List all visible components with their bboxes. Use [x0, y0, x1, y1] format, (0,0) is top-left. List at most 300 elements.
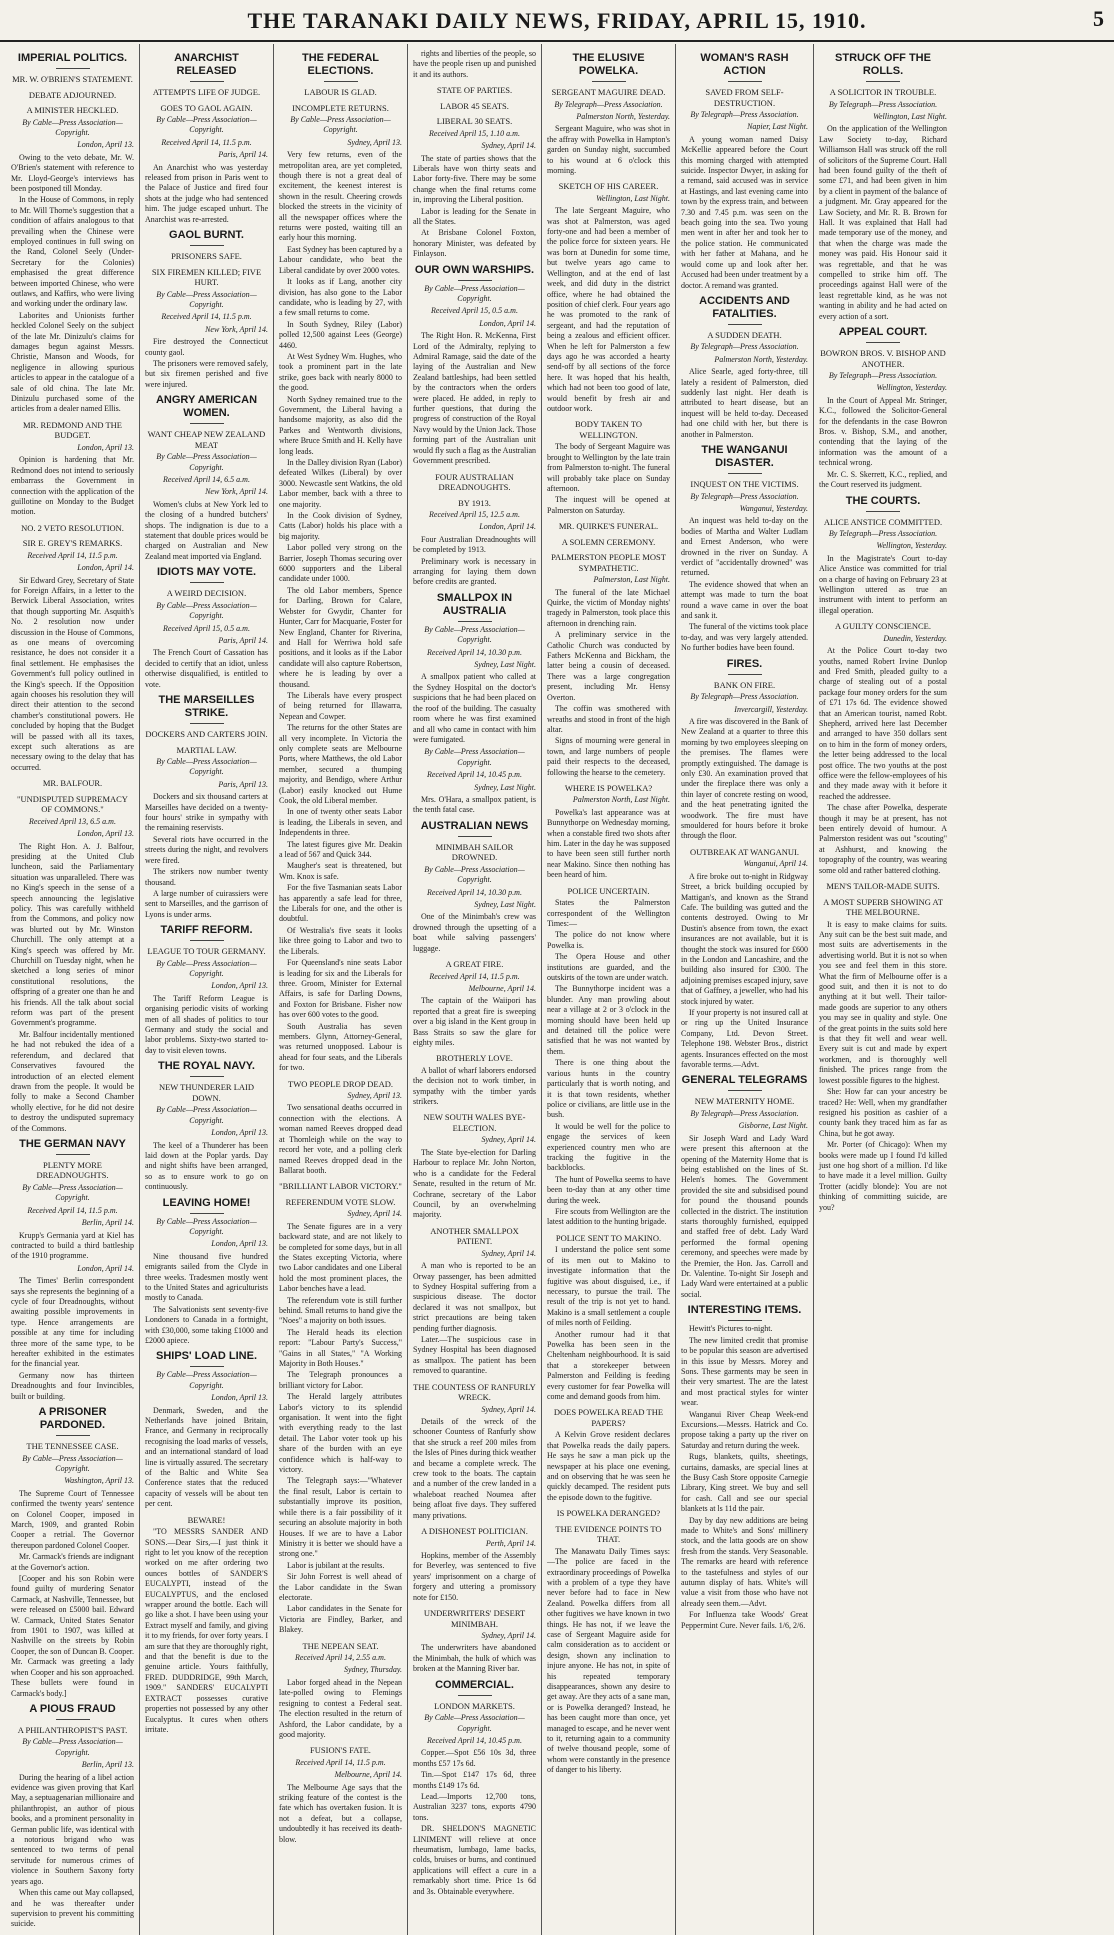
paragraph: An Anarchist who was yesterday released from prison in Paris went to the Palace of Justice and fired four shots at the judge who had sentenced him. The judge escaped unhurt. The Anarchist was re-arrested.	[145, 162, 268, 224]
dateline: Sydney, April 14.	[481, 1631, 536, 1640]
paragraph: Sir Edward Grey, Secretary of State for Foreign Affairs, in a letter to the Berwick Liberal Association, writes that though supporting Mr. Asquith's No. 2 resolution now under discussion in the House of Commons, as one means of overcoming resistance, he does not consider it a final settlement. He emphasises the Government's full policy outlined in the King's speech. If the Opposition again chooses his resolution they will direct their attention to the second chamber's constitutional powers. He concluded by hoping that the Budget will be passed with all its taxes, except such alterations as are necessary owing to the delay that has occurred.	[11, 575, 134, 772]
paragraph: The State bye-election for Darling Harbour to replace Mr. John Norton, who is a candidate for the Federal Senate, resulted in the return of Mr. Cochrane, secretary of the Labor Council, by an overwhelming majority.	[413, 1147, 536, 1220]
subheading: INCOMPLETE RETURNS.	[292, 102, 389, 113]
byline: By Telegraph—Press Association.	[690, 110, 799, 119]
subheading: POLICE SENT TO MAKINO.	[555, 1232, 662, 1243]
byline: By Cable—Press Association—Copyright.	[156, 452, 257, 472]
paragraph: Several riots have occurred in the streets during the night, and revolvers were fired.	[145, 834, 268, 865]
byline: Received April 13, 6.5 a.m.	[29, 816, 116, 826]
paragraph: The coffin was smothered with wreaths and stood in front of the high altar.	[547, 704, 670, 734]
paragraph: The hunt of Powelka seems to have been to-day than at any other time during the week.	[547, 1174, 670, 1205]
paragraph: The inquest will be opened at Palmerston on Saturday.	[547, 495, 670, 515]
paragraph: One of the Minimbah's crew was drowned through the upsetting of a boat while salving passengers' luggage.	[413, 912, 536, 953]
paragraph: Mr. Carmack's friends are indignant at the Governor's action.	[11, 1552, 134, 1572]
article-headline: LEAVING HOME!	[162, 1196, 251, 1209]
dateline: Paris, April 14.	[218, 150, 268, 160]
subheading: DEBATE ADJOURNED.	[28, 89, 117, 100]
dateline: London, April 14.	[479, 522, 536, 532]
rule	[458, 836, 492, 837]
dateline: Palmerston, Last Night.	[593, 575, 670, 585]
byline: Received April 14, 11.5 p.m.	[27, 550, 118, 560]
paragraph: The Senate figures are in a very backward state, and are not likely to be completed for some days, but in all the States excepting Victoria, where two Labor candidates and one Liberal hold the most prominent places, the Labor benches have a lead.	[279, 1221, 402, 1294]
byline: By Cable—Press Association—Copyright.	[290, 115, 391, 135]
dateline: London, April 14.	[479, 318, 536, 328]
article-headline: GENERAL TELEGRAMS	[681, 1074, 808, 1087]
paragraph: The captain of the Waiipori has reported that a great fire is sweeping over a big island in the Kent group in Bass Straits so saw the glare for eighty miles.	[413, 996, 536, 1047]
paragraph: Lead.—Imports 12,700 tons, Australian 3237 tons, exports 4790 tons.	[413, 1791, 536, 1822]
subheading: BY 1913.	[458, 497, 491, 508]
subheading: A SOLICITOR IN TROUBLE.	[829, 87, 937, 97]
dateline: Sydney, Last Night.	[474, 782, 536, 792]
subheading: DOCKERS AND CARTERS JOIN.	[145, 729, 268, 740]
column-5	[542, 44, 676, 1935]
paragraph: Fire scouts from Wellington are the latest addition to the hunting brigade.	[547, 1206, 670, 1227]
subheading: "BRILLIANT LABOR VICTORY."	[279, 1181, 402, 1192]
paragraph: The Bunnythorpe incident was a blunder. Any man prowling about near a village at 2 or 3 o'clock in the morning should have been held up and detained till the police were satisfied that he was not wanted by them.	[547, 984, 670, 1056]
dateline: Invercargill, Yesterday.	[734, 704, 808, 714]
paragraph: Owing to the veto debate, Mr. W. O'Brien's statement with reference to Mr. Lloyd-George's interviews has been postponed till Monday.	[11, 152, 134, 193]
rule	[592, 81, 626, 82]
byline: By Cable—Press Association—Copyright.	[156, 289, 257, 309]
article-headline: AUSTRALIAN NEWS	[420, 819, 529, 832]
paragraph: Denmark, Sweden, and the Netherlands have joined Britain, France, and Germany in reciprocally recognising the load marks of vessels, and an international standard of load line is virtually assured. The secretary of the Baltic and White Sea Conference states that the reduced capacity of vessels will be about ten per cent.	[145, 1405, 268, 1509]
paragraph: The police do not know where Powelka is.	[547, 930, 670, 950]
paragraph: The body of Sergeant Maguire was brought to Wellington by the late train from Palmerston to-night. The funeral will probably take place on Sunday afternoon.	[547, 442, 670, 493]
byline: Received April 14, 10.45 p.m.	[427, 1735, 522, 1745]
rule	[728, 1090, 762, 1091]
subheading: MR. QUIRKE'S FUNERAL.	[558, 521, 659, 532]
subheading: MR. BALFOUR.	[42, 778, 103, 789]
article-headline: THE FEDERAL ELECTIONS.	[302, 52, 379, 77]
rule	[56, 1435, 90, 1436]
dateline: Paris, April 13.	[218, 779, 268, 789]
dateline: Wanganui, April 14.	[743, 859, 808, 869]
paragraph: Sir John Forrest is well ahead of the Labor candidate in the Swan electorate.	[279, 1572, 402, 1602]
paragraph: Day by day new additions are being made to White's and Sons' millinery stock, and the latta goods are on show fresh from the stands. Very Seasonable. The remarks are heard with reference to the tastefulness and styles of our autumn display of hats. White's will value a visit from those who have not already seen them.—Advt.	[681, 1515, 808, 1608]
paragraph: Opinion is hardening that Mr. Redmond does not intend to seriously embarrass the Government in connection with the application of the guillotine on Monday to the Budget motion.	[11, 455, 134, 517]
dateline: Berlin, April 14.	[81, 1218, 134, 1228]
paragraph: The referendum vote is still further behind. Small returns to hand give the "Noes" a majority on both issues.	[279, 1295, 402, 1326]
paragraph: Two sensational deaths occurred in connection with the elections. A woman named Reeves dropped dead at Thornleigh while on the way to record her vote, and a polling clerk named Reeves dropped dead in the Ballarat booth.	[279, 1103, 402, 1175]
paragraph: Mr. C. S. Skerrett, K.C., replied, and the Court reserved its judgment.	[819, 469, 947, 490]
subheading: NEW MATERNITY HOME.	[694, 1096, 795, 1107]
byline: By Telegraph—Press Association.	[554, 99, 663, 109]
subheading: BEWARE!	[187, 1514, 226, 1525]
article-headline: GAOL BURNT.	[169, 229, 244, 242]
subheading: STATE OF PARTIES.	[436, 85, 513, 96]
subheading: SKETCH OF HIS CAREER.	[558, 181, 659, 192]
subheading: A WEIRD DECISION.	[166, 588, 247, 599]
byline: By Telegraph—Press Association.	[690, 491, 799, 501]
byline: Received April 14, 11.5 p.m.	[295, 1757, 386, 1767]
paragraph: Signs of mourning were general in town, and large numbers of people paid their respects to the deceased, following the hearse to the cemetery.	[547, 736, 670, 777]
dateline: London, April 13.	[211, 1393, 268, 1403]
byline: Received April 14, 11.5 p.m.	[429, 971, 520, 981]
dateline: Sydney, April 14.	[481, 1135, 536, 1145]
rule	[324, 81, 358, 82]
paragraph: Hopkins, member of the Assembly for Beverley, was sentenced to five years' imprisonment on a charge of forgery and uttering a promissory note for £150.	[413, 1550, 536, 1602]
dateline: London, April 13.	[77, 140, 134, 150]
byline: By Cable—Press Association—Copyright.	[22, 117, 123, 137]
paragraph: Later.—The suspicious case in Sydney Hospital has been diagnosed as smallpox. The patient has been removed to quarantine.	[413, 1334, 536, 1376]
paragraph: During the hearing of a libel action evidence was given proving that Karl May, a septuagenarian millionaire and philanthropist, an author of pious books, and a prominent personality in German public life, was identical with a notorious brigand who was sentenced to two terms of penal servitude for numerous crimes of violence in Southern Saxony forty years ago.	[11, 1772, 134, 1886]
subheading: OUTBREAK AT WANGANUI.	[689, 846, 799, 857]
paragraph: States the Palmerston correspondent of the Wellington Times:—	[547, 898, 670, 928]
byline: By Telegraph—Press Association.	[828, 371, 938, 381]
article-headline: SMALLPOX IN AUSTRALIA	[436, 591, 513, 617]
rule	[190, 81, 224, 82]
rule	[56, 68, 90, 69]
paragraph: The funeral of the late Michael Quirke, the victim of Monday nights' tragedy in Palmerston, took place this afternoon in drenching rain.	[547, 587, 670, 628]
subheading: BODY TAKEN TO WELLINGTON.	[574, 419, 642, 440]
masthead	[0, 0, 1114, 42]
paragraph: Laborites and Unionists further heckled Colonel Seely on the subject of the late Mr. Dinizulu's claims for damages begun against Messrs. Christie, Manson and Woods, for negligence in allowing spurious articles to appear in the catalogue of a sale of old china. The late Mr. Dinizulu purchased some of the articles from a dealer named Ellis.	[11, 310, 134, 414]
rule	[458, 621, 492, 622]
rule	[190, 940, 224, 941]
dateline: Sydney, April 14.	[481, 1404, 536, 1414]
paragraph: Labor is leading for the Senate in all the States.	[413, 206, 536, 226]
paragraph: In the Dalley division Ryan (Labor) defeated Wilkes (Liberal) by over 3000. Newcastle sent Watkins, the old Labor member, back with a three to one majority.	[279, 458, 402, 509]
column-4	[408, 44, 542, 1935]
rule	[728, 473, 762, 474]
byline: By Cable—Press Association—Copyright.	[156, 757, 257, 777]
paragraph: At West Sydney Wm. Hughes, who took a prominent part in the late strike, goes back with nearly 8000 to the good.	[279, 351, 402, 393]
masthead-title: THE TARANAKI DAILY NEWS, FRIDAY, APRIL 15, 1910.	[247, 8, 867, 33]
dateline: Sydney, April 13.	[347, 137, 402, 147]
paragraph: Details of the wreck of the schooner Countess of Ranfurly show that she struck a reef 200 miles from the Isles of Pines during thick weather and became a complete wreck. The crew took to the boats. The captain and a number of the crew landed in a whaleboat reached Noumea after being afloat five days. They suffered many privations.	[413, 1417, 536, 1520]
subheading: BROTHERLY LOVE.	[436, 1053, 513, 1064]
paragraph: Another rumour had it that Powelka has been seen in the Cheltenham neighbourhood. It is said that a storekeeper between Palmerston and Feilding is feeding every customer for fear Powelka will come and demand goods from him.	[547, 1329, 670, 1401]
subheading: DOES POWELKA READ THE PAPERS?	[553, 1407, 664, 1428]
paragraph: East Sydney has been captured by a Labour candidate, who beat the Liberal candidate by over 2000 votes.	[279, 244, 402, 275]
page-number: 5	[1093, 6, 1104, 31]
paragraph: Tin.—Spot £147 17s 6d, three months £149 17s 6d.	[413, 1770, 536, 1790]
subheading: A MINISTER HECKLED.	[26, 105, 119, 115]
paragraph: The Telegraph pronounces a brilliant victory for Labor.	[279, 1370, 402, 1390]
byline: By Cable—Press Association—Copyright.	[22, 1453, 123, 1473]
dateline: Wanganui, Yesterday.	[739, 503, 808, 513]
paragraph: Labor is jubilant at the results.	[287, 1560, 385, 1570]
article-headline: ACCIDENTS AND FATALITIES.	[699, 294, 790, 320]
dateline: London, April 14.	[77, 1263, 134, 1273]
paragraph: For Influenza take Woods' Great Peppermint Cure. Never fails. 1/6, 2/6.	[681, 1610, 808, 1630]
paragraph: Alice Searle, aged forty-three, till lately a resident of Palmerston, died suddenly last night. Her death is attributed to heart disease, but an inquest will be held to-day. Deceased had one child with her, but there is another in Palmerston.	[681, 367, 808, 439]
rule	[190, 723, 224, 724]
paragraph: The evidence showed that when an attempt was made to turn the boat round a wave came in over the boat and sank it.	[681, 579, 808, 621]
dateline: London, April 14.	[77, 563, 134, 573]
article-headline: IMPERIAL POLITICS.	[17, 52, 128, 64]
byline: By Telegraph—Press Association.	[690, 1108, 799, 1118]
paragraph: It is easy to make claims for suits. Any suit can be the best suit made, and most suits are advertisements in the advertising world. But it is not so when you see and feel them in this store. What the firm of Melbourne offer is a good suit, and then it is not to do anything at it but well. Their tailor-made goods are superior to any others you may see in quality and style. One of the great points in the suits sold here is that they fit well and wear well. Every suit is cut and made by expert workmen, and is thoroughly well finished. The prices range from the lowest possible figures to the highest.	[819, 919, 947, 1085]
article-headline: WOMAN'S RASH ACTION	[700, 52, 789, 77]
byline: By Cable—Press Association—Copyright.	[424, 283, 525, 303]
article-headline: STRUCK OFF THE ROLLS.	[835, 52, 931, 77]
subheading: REFERENDUM VOTE SLOW.	[285, 1196, 396, 1207]
byline: By Cable—Press Association—Copyright.	[156, 1370, 257, 1390]
dateline: Perth, April 14.	[485, 1538, 536, 1548]
paragraph: A large number of cuirassiers were sent to Marseilles, and the garrison of Lyons is under arms.	[145, 888, 268, 919]
subheading: MINIMBAH SAILOR DROWNED.	[435, 841, 514, 863]
paragraph: The latest figures give Mr. Deakin a lead of 567 and Quick 344.	[279, 839, 402, 860]
rule	[728, 674, 762, 675]
rule	[458, 1695, 492, 1696]
paragraph: "TO MESSRS SANDER AND SONS.—Dear Sirs,—I just think it right to let you know of the reception worked on me after ordering two ounces bottles of SANDER'S EUCALYPTI, instead of the EUCALYPTUS, and the enclosed wrapper around the bottle. Each will go like a shot. I have been using your Extract myself and family, and giving it to my friends, for over forty years. I am sure that they are thoroughly right, and that the benefit is due to the genuine article. Yours faithfully, FRED. DUDDRIDGE, 99th March, 1909." SANDERS' EUCALYPTI EXTRACT possesses curative properties not possessed by any other Eucalyptus. It cures when others irritate.	[145, 1527, 268, 1734]
dateline: Palmerston North, Yesterday.	[576, 111, 670, 121]
article-headline: THE GERMAN NAVY	[19, 1137, 126, 1150]
dateline: Dunedin, Yesterday.	[883, 633, 947, 643]
subheading: MR. W. O'BRIEN'S STATEMENT.	[12, 74, 133, 84]
paragraph: Labor candidates in the Senate for Victoria are Findley, Barker, and Blakey.	[279, 1604, 402, 1635]
subheading: THE TENNESSEE CASE.	[26, 1441, 119, 1452]
paragraph: In one of twenty other seats Labor is leading, the Liberals in seven, and Independents in three.	[279, 807, 402, 838]
paragraph: South Australia has seven members. Glynn, Attorney-General, was returned unopposed. Labour is ahead for four seats, and the Liberals for two.	[279, 1021, 402, 1073]
byline: Received April 14, 6.5 a.m.	[163, 475, 250, 485]
paragraph: The strikers now number twenty thousand.	[145, 867, 268, 887]
paragraph: Mr. Porter (of Chicago): When my books were made up I found I'd killed just one hog short of a million. I'd like to have made it a level million. Guilty Trotter (acidly blonde): You are not thinking of committing suicide, are you?	[819, 1140, 947, 1212]
dateline: London, April 13.	[211, 1128, 268, 1138]
paragraph: Labor forged ahead in the Nepean late-polled owing to Flemings resigning to contest a Federal seat. The election resulted in the return of Ashford, the Labor candidate, by a good majority.	[279, 1677, 402, 1739]
byline: By Telegraph—Press Association.	[828, 99, 938, 109]
dateline: Washington, April 13.	[64, 1476, 134, 1486]
dateline: Melbourne, April 14.	[334, 1770, 402, 1780]
rule	[190, 1076, 224, 1077]
paragraph: An inquest was held to-day on the bodies of Martha and Walter Ludlam and Ernest Anderson, who were drowned in the river on Sunday. A verdict of "accidentally drowned" was returned.	[681, 516, 808, 578]
paragraph: In South Sydney, Riley (Labor) polled 12,500 against Lees (George) 4460.	[279, 319, 402, 350]
dateline: Sydney, April 14.	[347, 1209, 402, 1219]
rule	[56, 1719, 90, 1720]
paragraph: In the Court of Appeal Mr. Stringer, K.C., followed the Solicitor-General for the defendants in the case Bowron Bros. v. Bishop, S.M., and another, contending that the laying of the information was the amount of a technical wrong.	[819, 395, 947, 468]
paragraph: The funeral of the victims took place to-day, and was very largely attended. No further bodies have been found.	[681, 622, 808, 653]
subheading: ALICE ANSTICE COMMITTED.	[823, 516, 943, 527]
byline: By Cable—Press Association—Copyright.	[22, 1737, 123, 1757]
paragraph: Hewitt's Pictures to-night.	[689, 1324, 773, 1334]
subheading: A SUDDEN DEATH.	[707, 329, 782, 340]
paragraph: In the Cook division of Sydney, Catts (Labor) holds his place with a big majority.	[279, 511, 402, 541]
dateline: Sydney, Last Night.	[474, 899, 536, 909]
paragraph: Germany now has thirteen Dreadnoughts and four Invincibles, built or building.	[11, 1370, 134, 1401]
byline: By Cable—Press Association—Copyright.	[156, 115, 257, 135]
subheading: ATTEMPTS LIFE OF JUDGE.	[152, 87, 261, 97]
paragraph: The Melbourne Age says that the striking feature of the contest is the fate which has overtaken fusion. It is not a defeat, but a collapse, undoubtedly it has received its death-blow.	[279, 1782, 402, 1844]
byline: Received April 15, 0.5 a.m.	[163, 623, 250, 633]
subheading: A SOLEMN CEREMONY.	[561, 536, 656, 547]
subheading: SIR E. GREY'S REMARKS.	[22, 538, 123, 549]
subheading: PRISONERS SAFE.	[171, 251, 242, 262]
subheading: THE NEPEAN SEAT.	[302, 1640, 379, 1651]
dateline: Gisborne, Last Night.	[738, 1121, 808, 1131]
subheading: PLENTY MORE DREADNOUGHTS.	[36, 1159, 109, 1181]
byline: By Cable—Press Association—Copyright.	[22, 1182, 123, 1203]
subheading: GOES TO GAOL AGAIN.	[160, 102, 253, 113]
subheading: BANK ON FIRE.	[713, 679, 776, 690]
paragraph: Preliminary work is necessary in arranging for laying them down before credits are granted.	[413, 556, 536, 587]
paragraph: The keel of a Thunderer has been laid down at the Poplar yards. Day and night shifts have been arranged, so as to ensure work to go on continuously.	[145, 1140, 268, 1192]
dateline: Sydney, Last Night.	[474, 660, 536, 670]
article-headline: APPEAL COURT.	[838, 326, 928, 339]
subheading: POLICE UNCERTAIN.	[567, 885, 650, 896]
rule	[728, 324, 762, 325]
dateline: Sydney, April 13.	[347, 1091, 402, 1101]
dateline: Melbourne, April 14.	[468, 983, 536, 993]
article-headline: TARIFF REFORM.	[160, 924, 253, 937]
article-headline: A PRISONER PARDONED.	[38, 1406, 107, 1432]
paragraph: The state of parties shows that the Liberals have won thirty seats and Labor forty-five. There may be some change when the final returns come in, improving the Liberal position.	[413, 153, 536, 205]
subheading: FUSION'S FATE.	[310, 1745, 371, 1756]
byline: Received April 14, 10.30 p.m.	[427, 647, 522, 657]
subheading: FOUR AUSTRALIAN DREADNOUGHTS.	[435, 471, 514, 492]
paragraph: The Right Hon. R. McKenna, First Lord of the Admiralty, replying to Admiral Ramage, said the date of the laying of the Australian and New Zealand battleships, had been settled by the contractors when the orders were placed. He added, in reply to further questions, that during the progress of construction of the Royal Navy would by the Union Jack. Those forming part of the Australian unit would fly such a flag as the Australian Government prescribed.	[413, 331, 536, 466]
subheading: WANT CHEAP NEW ZEALAND MEAT	[147, 429, 266, 450]
paragraph: The old Labor members, Spence for Darling, Brown for Calare, Webster for Gwydir, Chanter for Hunter, Carr for Macquarie, Foster for New England, Chanter for Riverina, and Hall for Werriwa hold safe positions, and it looks as if the Labor candidate will also capture Robertson, where he is leading by over a thousand.	[279, 585, 402, 689]
subheading: A GUILTY CONSCIENCE.	[835, 621, 931, 632]
paragraph: Rugs, blankets, quilts, sheetings, curtains, damasks, are special lines at the Busy Cash Store opposite Carnegie Library, King street. We buy and sell for cash. Call and see our special blankets at ls 11d the pair.	[681, 1452, 808, 1514]
rule	[866, 81, 900, 82]
subheading: SIX FIREMEN KILLED; FIVE HURT.	[151, 266, 262, 288]
subheading: SAVED FROM SELF-DESTRUCTION.	[705, 87, 784, 108]
rule	[458, 280, 492, 281]
paragraph: There is one thing about the various hunts in the country particularly that is worth noting, and it is that town residents, whether police or civilians, are little use in the bush.	[547, 1058, 670, 1120]
paragraph: Very few returns, even of the metropolitan area, are yet completed, though there is not a great deal of excitement, the keenest interest is shown in the result. Cheering crowds blocked the streets in the vicinity of all the newspaper offices where the returns were posted, waiting till an early hour this morning.	[279, 150, 402, 243]
article-headline: THE ELUSIVE POWELKA.	[572, 52, 645, 77]
article-headline: THE ROYAL NAVY.	[158, 1060, 255, 1073]
subheading: A MOST SUPERB SHOWING AT THE MELBOURNE.	[823, 896, 943, 918]
subheading: UNDERWRITERS' DESERT MINIMBAH.	[423, 1608, 526, 1629]
paragraph: It would be well for the police to engage the services of keen experienced country men who are tracking the fugitive in the backblocks.	[547, 1121, 670, 1173]
dateline: Palmerston North, Yesterday.	[714, 354, 808, 364]
byline: Received April 14, 10.30 p.m.	[427, 887, 522, 897]
article-headline: THE WANGANUI DISASTER.	[701, 444, 788, 470]
paragraph: The Right Hon. A. J. Balfour, presiding at the United Club luncheon, said the Parliamentary situation was unparalleled. There was no King's speech in the sense of a speech announcing the legislative policy. This was carefully withheld from the Commons, and policy now was blurted out by Mr. Winston Churchill. The only attempt at a King's speech was offered by Mr. Churchill on Tuesday night, when he sketched a long series of minor constitutional resolutions, the offspring of a greater one than he and his friends. All the talk about social reform was part of the present Government's programme.	[11, 841, 134, 1028]
subheading: MARTIAL LAW.	[176, 744, 237, 755]
column-1	[6, 44, 140, 1935]
paragraph: Maugher's seat is threatened, but Wm. Knox is safe.	[279, 861, 402, 881]
byline: Received April 15, 0.5 a.m.	[431, 306, 518, 316]
dateline: Sydney, April 14.	[481, 1248, 536, 1258]
paragraph: The Supreme Court of Tennessee confirmed the twenty years' sentence on Colonel Cooper, imposed in March, 1909, and granted Robin Cooper a retrial. The Governor thereupon pardoned Colonel Cooper.	[11, 1488, 134, 1550]
byline: Received April 14, 11.5 p.m.	[27, 1205, 118, 1215]
paragraph: The returns for the other States are all very incomplete. In Victoria the only complete seats are Melbourne Ports, where Matthews, the old Labor member, secured a thumping majority, and Bendigo, where Arthur (Labor) easily knocked out Hume Cook, the old Liberal member.	[279, 723, 402, 805]
subheading: LEAGUE TO TOUR GERMANY.	[147, 946, 266, 957]
paragraph: Mr. Balfour incidentally mentioned he had not rebuked the idea of a referendum, and declared that Conservatives favoured the introduction of an elected element drawn from the people. It would be folly to make a Second Chamber wholly elective, for he did not desire to destroy the undisputed supremacy of the Commons.	[11, 1029, 134, 1133]
byline: By Telegraph—Press Association.	[690, 692, 799, 702]
dateline: Wellington, Last Night.	[596, 193, 670, 203]
paragraph: The Herald largely attributes Labor's victory to its splendid organisation. It went into the fight with everything ready to the last detail. The Labor voter took up his share of the burden with an eye confidence which is half-way to victory.	[279, 1392, 402, 1475]
paragraph: Sergeant Maguire, who was shot in the affray with Powelka in Hampton's garden on Sunday night, succumbed to his wound at 6 o'clock this morning.	[547, 124, 670, 175]
paragraph: The Salvationists sent seventy-five Londoners to Canada in a fortnight, with £30,000, some taking £1000 and £2000 apiece.	[145, 1304, 268, 1345]
rule	[866, 342, 900, 343]
subheading: ANOTHER SMALLPOX PATIENT.	[430, 1225, 519, 1247]
byline: By Cable—Press Association—Copyright.	[156, 958, 257, 979]
paragraph: A Kelvin Grove resident declares that Powelka reads the daily papers. He says he saw a man pick up the newspaper at his place one evening, and on observing that he was seen he quickly decamped. The resident puts the episode down to the fugitive.	[547, 1430, 670, 1502]
subheading: A GREAT FIRE.	[445, 959, 504, 969]
paragraph: For Queensland's nine seats Labor is leading for six and the Liberals for three. Groom, Minister for External Affairs, is safe for Darling Downs, and Foxton for Brisbane. Fisher now has over 600 votes to the good.	[279, 958, 402, 1020]
dateline: London, April 13.	[77, 829, 134, 839]
paragraph: rights and liberties of the people, so have the people risen up and punished it and its authors.	[413, 49, 536, 79]
subheading: "UNDISPUTED SUPREMACY OF COMMONS."	[17, 793, 128, 815]
paragraph: At the Police Court to-day two youths, named Robert Irvine Dunlop and Fred Smith, pleaded guilty to a charge of stealing out of a postal package four money orders for the sum of £71 17s 6d. The evidence showed that an American tourist, named Robt. Shepherd, arrived here last December and arranged to have 350 dollars sent on to him in the form of money orders, the letter being addressed to the local post office. The two youths at the post office were the fellow-employees of his and they made away with it before it reached the addressee.	[819, 646, 947, 801]
byline: By Cable—Press Association—Copyright.	[156, 600, 257, 621]
column-2	[140, 44, 274, 1935]
paragraph: The chase after Powelka, desperate though it may be at present, has not been entirely devoid of humour. A Palmerston resident was out "scouting" at Ashhurst, and knowing the topography of the country, was wearing some old and rather battered clothing.	[819, 803, 947, 875]
paragraph: A preliminary service in the Catholic Church was conducted by Fathers McKenna and Bickham, the latter being a cousin of deceased. There was a large congregation present, including Mr. Hensy Overton.	[547, 630, 670, 702]
column-7	[814, 44, 952, 1935]
dateline: Berlin, April 13.	[81, 1760, 134, 1770]
paragraph: If your property is not insured call at or ring up the United Insurance Company, Ltd. Devon Street. Telephone 198. Webster Bros., district agents. Insurances effected on the most favorable terms.—Advt.	[681, 1008, 808, 1070]
paragraph: [Cooper and his son Robin were found guilty of murdering Senator Carmack, at Nashville, Tennessee, but were released on £5000 bail. Edward W. Carmack, United States Senator from 1901 to 1907, was killed at Nashville on the streets by Robin Cooper, the son of Duncan B. Cooper. Mr. Carmack was greeting a lady when Cooper and his son approached. These bullets were found in Carmack's body.]	[11, 1574, 134, 1698]
paragraph: Of Westralia's five seats it looks like three going to Labor and two to the Liberals.	[279, 925, 402, 956]
paragraph: Sir Joseph Ward and Lady Ward were present this afternoon at the opening of the Maternity Home that is being established on the lines of St. Helen's homes. The Government provided the site and subsidised pound for pound the thousand pounds collected in the district. The institution starts thoroughly furnished, equipped and staffed free of debt. Lady Ward performed the formal opening ceremony, and speeches were made by the Premier, the Hon. Jas. Carroll and Dr. Valentine. To-night Sir Joseph and Lady Ward were entertained at a public social.	[681, 1133, 808, 1299]
paragraph: The late Sergeant Maguire, who was shot at Palmerston, was aged forty-one and had been a member of the police force for sixteen years. He was born at Dunedin for some time, but twelve years ago came to Wellington, and at the end of last week, and did duty in the district office, where he had obtained the position of chief clerk. Four years ago he was promoted to the rank of sergeant, and had the reputation of being a zealous and efficient officer. When he left for Palmerston a few days ago he was accorded a hearty send-off by all sections of the force here. It was hoped that his health, which had not been too good of late, would benefit by fresh air and outdoor work.	[547, 206, 670, 413]
article-headline: OUR OWN WARSHIPS.	[414, 263, 535, 276]
paragraph: The French Court of Cassation has decided to certify that an idiot, unless otherwise disqualified, is entitled to vote.	[145, 648, 268, 689]
article-headline: THE MARSEILLES STRIKE.	[158, 694, 255, 720]
article-headline: ANARCHIST RELEASED	[174, 52, 239, 77]
dateline: London, April 13.	[211, 1239, 268, 1249]
dateline: Sydney, Thursday.	[344, 1665, 402, 1675]
article-headline: A PIOUS FRAUD	[29, 1702, 116, 1715]
paragraph: Krupp's Germania yard at Kiel has contracted to build a third battleship of the 1910 programme.	[11, 1230, 134, 1261]
column-3	[274, 44, 408, 1935]
paragraph: A fire was discovered in the Bank of New Zealand at a quarter to three this morning by two employees sleeping on the premises. The flames were promptly extinguished. The damage is only £30. An examination proved that under the fireplace there was only a thin layer of concrete resting on wood, and the heat penetrating ignited the woodwork. The fire must have smouldered for hours before it broke through the floor.	[681, 716, 808, 841]
article-headline: INTERESTING ITEMS.	[687, 1304, 802, 1317]
rule	[866, 511, 900, 512]
byline: Received April 15, 12.5 a.m.	[429, 510, 520, 519]
subheading: LIBERAL 30 SEATS.	[436, 116, 513, 127]
subheading: PALMERSTON PEOPLE MOST SYMPATHETIC.	[551, 552, 666, 573]
subheading: THE EVIDENCE POINTS TO THAT.	[555, 1523, 662, 1545]
rule	[190, 1366, 224, 1367]
article-headline: THE COURTS.	[845, 494, 921, 507]
paragraph: The Liberals have every prospect of being returned for Illawarra, Nepean and Cowper.	[279, 690, 402, 721]
paragraph: She: How far can your ancestry be traced? He: Well, when my grandfather resigned his position as cashier of a county bank they traced him as far as China, but he got away.	[819, 1087, 947, 1138]
rule	[56, 1154, 90, 1155]
article-headline: ANGRY AMERICAN WOMEN.	[155, 394, 258, 420]
paragraph: A young woman named Daisy McKellie appeared before the Court this morning charged with attempted suicide. Inspector Dwyer, in asking for a remand, said accused was in service at Hastings, and last evening came into town by the express train, and between 7.30 and 7.45 p.m. was seen on the beach going into the sea. Two young men went in after her and took her to the police station. He communicated with her father at Mahana, and he would come up and look after her. Accused had been under treatment by a doctor. A remand was granted.	[681, 134, 808, 290]
paragraph: At Brisbane Colonel Foxton, honorary Minister, was defeated by Finlayson.	[413, 228, 536, 259]
paragraph: Powelka's last appearance was at Bunnythorpe on Wednesday morning, when a constable fired two shots after him. Later in the day he was supposed to have been seen still further north near Makino. Since then nothing has been heard of him.	[547, 807, 670, 880]
columns	[6, 44, 1108, 1929]
byline: By Cable—Press Association—Copyright.	[424, 864, 525, 885]
rule	[190, 423, 224, 424]
rule	[728, 81, 762, 82]
byline: By Telegraph—Press Association.	[828, 529, 938, 538]
byline: By Cable—Press Association—Copyright.	[424, 624, 525, 645]
dateline: New York, April 14.	[205, 324, 268, 334]
paragraph: Nine thousand five hundred emigrants sailed from the Clyde in three weeks. Tradesmen mostly went to the United States and agriculturists mostly to Canada.	[145, 1251, 268, 1303]
paragraph: Wanganui River Cheap Week-end Excursions.—Messrs. Hatrick and Co. propose taking a party up the river on Saturday and return during the week.	[681, 1409, 808, 1450]
dateline: New York, April 14.	[205, 487, 268, 497]
paragraph: Copper.—Spot £56 10s 3d, three months £57 17s 6d.	[413, 1748, 536, 1768]
byline: Received April 14, 10.45 p.m.	[427, 770, 522, 780]
dateline: Palmerston North, Last Night.	[572, 795, 670, 805]
paragraph: A man who is reported to be an Orway passenger, has been admitted to Sydney Hospital suffering from a suspicious disease. The doctor declared it was not smallpox, but strict precautions are being taken pending further diagnosis.	[413, 1261, 536, 1333]
paragraph: A fire broke out to-night in Ridgway Street, a brick building occupied by Mattigan's, and known as the Strand Cafe. The building was gutted and the contents destroyed. Owing to Mr Dustin's absence from town, the exact insurances are not available, but it is thought the stock was insured for £600 in the London and Lancashire, and the building also insured for £300. The adjoining premises escaped injury, save that of Gaffney, a jeweller, who had his stock injured by water.	[681, 871, 808, 1006]
dateline: Sydney, April 14.	[481, 141, 536, 151]
article-headline: IDIOTS MAY VOTE.	[156, 566, 257, 579]
rule	[728, 1320, 762, 1321]
paragraph: The Opera House and other institutions are guarded, and the outskirts of the town are under watch.	[547, 952, 670, 983]
paragraph: Four Australian Dreadnoughts will be completed by 1913.	[413, 534, 536, 555]
byline: Received April 14, 11.5 p.m.	[161, 312, 252, 322]
dateline: Wellington, Yesterday.	[876, 541, 947, 551]
paragraph: I understand the police sent some of its men out to Makino to investigate information that the fugitive was about disguised, i.e., if necessary, to pursue the trail. The result of the trip is not yet to hand. Makino is a small settlement a couple of miles north of Feilding.	[547, 1245, 670, 1328]
paragraph: On the application of the Wellington Law Society to-day, Richard Williamson Hall was struck off the roll of solicitors of the Supreme Court. Hall had been found guilty of the theft of some £71, and had been given in him by a client in payment of the balance of a judgment. Mr. Gray appeared for the Law Society, and Mr. R. B. Brown for Hall. It was explained that Hall had made temporary use of the money, and that when the charge was made the money was paid. His Honour said it was regrettable, and that he was compelled to strike him off. The proceedings against Hall were of the least regrettable kind, as he was not wanting in ability and he had acted on every action of a sort.	[819, 124, 947, 321]
rule	[190, 245, 224, 246]
subheading: LABOUR IS GLAD.	[304, 87, 377, 97]
paragraph: North Sydney remained true to the Government, the Liberal having a handsome majority, as also did the Parkes and Wentworth divisions, where Bruce Smith and H. Kelly have long leads.	[279, 394, 402, 456]
paragraph: A ballot of wharf laborers endorsed the decision not to work timber, in sympathy with the timber yards strikers.	[413, 1065, 536, 1107]
rule	[190, 1213, 224, 1214]
